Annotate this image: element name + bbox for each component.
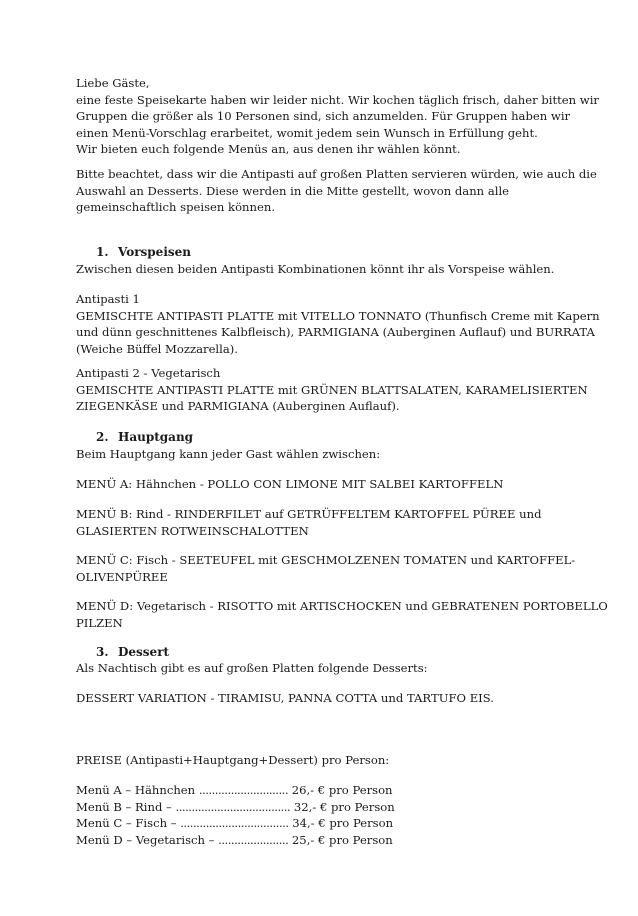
section-intro: [76, 660, 576, 677]
option-label: Antipasti 1: [76, 292, 140, 306]
price-value: 25,- € pro Person: [288, 832, 393, 847]
option-line: GEMISCHTE ANTIPASTI PLATTE mit VITELLO TONNATO (Thunfisch Creme mit Kapern: [76, 308, 600, 323]
section-heading-dessert: [96, 644, 596, 661]
menu-line: MENÜ A: Hähnchen - POLLO CON LIMONE MIT SALBEI KARTOFFELN: [76, 477, 504, 491]
section-intro: [76, 261, 576, 278]
price-label: Menü D – Vegetarisch –: [76, 832, 219, 847]
price-label: Menü B – Rind –: [76, 799, 176, 814]
option-line: GEMISCHTE ANTIPASTI PLATTE mit GRÜNEN BLATTSALATEN, KARAMELISIERTEN: [76, 382, 588, 397]
option-line: (Weiche Büffel Mozzarella).: [76, 341, 238, 356]
note-line: Auswahl an Desserts. Diese werden in die Mitte gestellt, wovon dann alle: [76, 183, 510, 198]
price-dots: ......................: [218, 832, 289, 847]
prices-heading-text: PREISE (Antipasti+Hauptgang+Dessert) pro Person:: [76, 753, 390, 767]
menu-line: OLIVENPÜREE: [76, 569, 168, 584]
note-line: gemeinschaftlich speisen können.: [76, 200, 276, 215]
price-list: [76, 782, 576, 848]
menu-d: [76, 598, 608, 631]
price-dots: ....................................: [175, 799, 291, 814]
section-title: Dessert: [118, 645, 170, 659]
note-line: Bitte beachtet, dass wir die Antipasti auf großen Platten servieren würden, wie auch die: [76, 167, 597, 181]
price-row-a: [76, 782, 576, 799]
section-title: Vorspeisen: [118, 245, 191, 259]
menu-line: MENÜ C: Fisch - SEETEUFEL mit GESCHMOLZENEN TOMATEN und KARTOFFEL-: [76, 553, 576, 567]
price-dots: ..................................: [180, 816, 289, 831]
price-value: 34,- € pro Person: [288, 816, 394, 831]
intro-line: Gruppen die größer als 10 Personen sind, sich anzumelden. Für Gruppen haben wir: [76, 109, 571, 124]
price-row-b: [76, 799, 576, 816]
price-label: Menü A – Hähnchen: [76, 783, 199, 797]
section-number: 2.: [96, 430, 109, 444]
price-value: 26,- € pro Person: [288, 783, 393, 797]
dessert-line: DESSERT VARIATION - TIRAMISU, PANNA COTTA und TARTUFO EIS.: [76, 691, 494, 705]
section-number: 1.: [96, 245, 109, 259]
intro-line: einen Menü-Vorschlag erarbeitet, womit jedem sein Wunsch in Erfüllung geht.: [76, 125, 538, 140]
menu-a: [76, 476, 576, 493]
option-line: und dünn geschnittenes Kalbfleisch), PARMIGIANA (Auberginen Auflauf) und BURRATA: [76, 325, 595, 340]
price-row-c: [76, 815, 576, 832]
dessert-item: [76, 690, 576, 707]
price-dots: ............................: [198, 783, 289, 797]
note-paragraph: [76, 166, 597, 216]
menu-line: MENÜ D: Vegetarisch - RISOTTO mit ARTISCHOCKEN und GEBRATENEN PORTOBELLO: [76, 599, 608, 613]
antipasti-option-2: [76, 365, 588, 415]
price-value: 32,- € pro Person: [290, 799, 395, 814]
option-line: ZIEGENKÄSE und PARMIGIANA (Auberginen Auflauf).: [76, 399, 400, 414]
intro-line: eine feste Speisekarte haben wir leider nicht. Wir kochen täglich frisch, daher bitten wir: [76, 92, 599, 107]
menu-b: [76, 506, 576, 539]
price-row-d: [76, 832, 576, 849]
menu-line: PILZEN: [76, 615, 123, 630]
section-intro-text: Zwischen diesen beiden Antipasti Kombinationen könnt ihr als Vorspeise wählen.: [76, 262, 555, 276]
section-heading-vorspeisen: [96, 244, 596, 261]
greeting: Liebe Gäste,: [76, 76, 150, 90]
option-label: Antipasti 2 - Vegetarisch: [76, 366, 221, 380]
intro-line: Wir bieten euch folgende Menüs an, aus denen ihr wählen könnt.: [76, 142, 461, 157]
menu-line: GLASIERTEN ROTWEINSCHALOTTEN: [76, 523, 309, 538]
section-intro-text: Als Nachtisch gibt es auf großen Platten folgende Desserts:: [76, 661, 428, 675]
prices-heading: [76, 752, 576, 769]
section-number: 3.: [96, 645, 109, 659]
section-intro: [76, 446, 576, 463]
section-heading-hauptgang: [96, 429, 596, 446]
price-label: Menü C – Fisch –: [76, 816, 181, 831]
intro-paragraph: [76, 75, 599, 158]
section-title: Hauptgang: [118, 430, 194, 444]
antipasti-option-1: [76, 291, 600, 357]
menu-c: [76, 552, 576, 585]
section-intro-text: Beim Hauptgang kann jeder Gast wählen zwischen:: [76, 447, 381, 461]
menu-line: MENÜ B: Rind - RINDERFILET auf GETRÜFFELTEM KARTOFFEL PÜREE und: [76, 507, 542, 521]
